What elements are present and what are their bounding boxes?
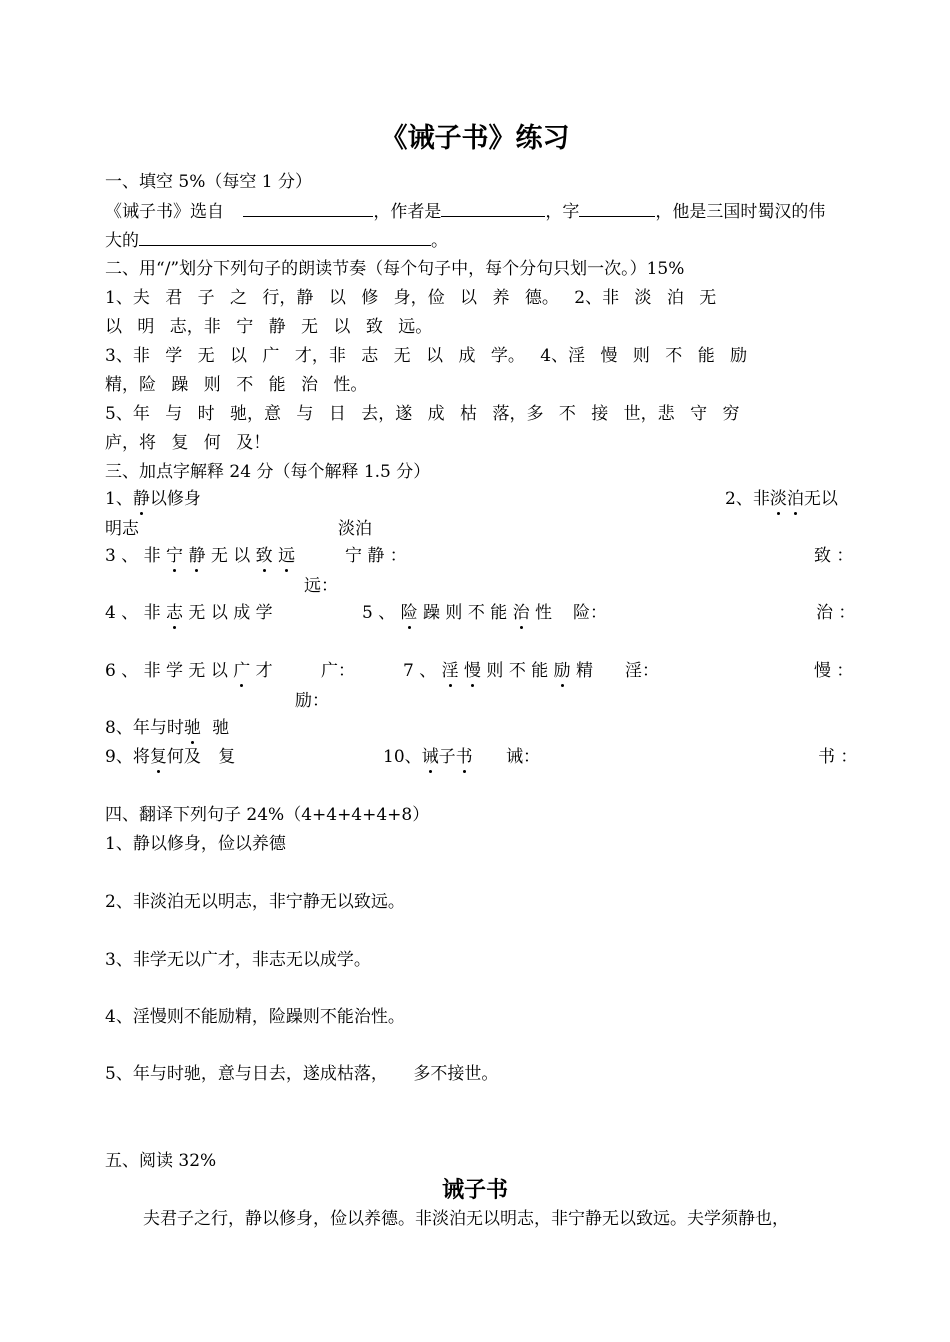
text: 《诫子书》选自 [105,202,224,222]
rhythm-line-1: 1、夫 君 子 之 行，静 以 修 身，俭 以 养 德。 2、非 淡 泊 无 [105,288,717,308]
dotted-char: 书 [455,747,473,767]
q-number: 10、 [383,747,422,767]
q-text: 性 [529,603,553,623]
q-text: 无 以 成 学 [183,603,273,623]
dotted-char: 远 [278,546,296,566]
q-number: 6 、 非 学 无 以 [105,661,234,681]
dotted-char: 淫 [441,661,459,681]
fill-blank-line-2 [105,229,448,252]
rhythm-line-5: 5、年 与 时 驰，意 与 日 去，遂 成 枯 落，多 不 接 世，悲 守 穷 [105,404,740,424]
q-text: 无 以 [205,546,256,566]
dotted-char: 复 [149,747,167,767]
rhythm-line-4: 精，险 躁 则 不 能 治 性。 [105,375,368,395]
q-text: 才 [250,661,273,681]
q5-answer-label-1: 险： [573,603,607,623]
q-number: 3 、 非 [105,546,167,566]
q-number: 1、 [105,489,133,509]
reading-title: 诫子书 [441,1177,508,1203]
text: ，作者是 [373,202,442,222]
q2-answer-label: 淡泊 [338,519,372,539]
dotted-char: 志 [166,603,184,623]
dotted-char: 致 [255,546,273,566]
text: ，字 [545,202,580,222]
q-text: 以修身 [149,489,201,509]
q-text: 9、将 [105,747,150,767]
reading-paragraph: 夫君子之行，静以修身，俭以养德。非淡泊无以明志，非宁静无以致远。夫学须静也， [143,1209,789,1229]
q10-answer-label-1: 诫： [506,747,540,767]
q3-answer-label-1: 宁 静 ： [345,546,407,566]
section-2-heading: 二、用“/”划分下列句子的朗读节奏（每个句子中，每个分句只划一次。）15% [105,259,685,279]
q-text: 躁 则 不 能 [417,603,513,623]
q8 [105,717,229,739]
fill-blank-line-1 [105,200,825,223]
section-5-heading: 五、阅读 32% [105,1151,217,1171]
dotted-char: 宁 [166,546,184,566]
section-4-heading: 四、翻译下列句子 24%（4+4+4+4+8） [105,805,430,825]
translate-item-1: 1、静以修身，俭以养德 [105,834,286,854]
q10-answer-label-2: 书 ： [818,747,858,767]
q-text: 子 [438,747,456,767]
dotted-char: 泊 [786,489,804,509]
rhythm-line-6: 庐，将 复 何 及！ [105,433,271,453]
q3-answer-label-3: 远： [304,576,338,596]
q6 [105,660,273,682]
q-number: 2、非 [725,489,770,509]
q6-answer-label: 广： [321,661,355,681]
q9 [105,746,235,768]
q7-answer-label-1: 淫： [625,661,659,681]
q7 [403,660,593,682]
dotted-char: 险 [400,603,418,623]
text: 大的 [105,231,139,251]
rhythm-line-2: 以 明 志，非 宁 静 无 以 致 远。 [105,317,433,337]
section-3-heading: 三、加点字解释 24 分（每个解释 1.5 分） [105,462,431,482]
q7-answer-label-2: 慢 ： [814,661,854,681]
q-text: 则 不 能 [481,661,554,681]
translate-item-3: 3、非学无以广才，非志无以成学。 [105,950,371,970]
section-1-heading: 一、填空 5%（每空 1 分） [105,172,312,192]
blank-source[interactable] [243,200,373,217]
rhythm-line-3: 3、非 学 无 以 广 才，非 志 无 以 成 学。 4、淫 慢 则 不 能 励 [105,346,748,366]
dotted-char: 广 [233,661,251,681]
translate-item-2: 2、非淡泊无以明志，非宁静无以致远。 [105,892,405,912]
dotted-char: 治 [512,603,530,623]
q7-answer-label-3: 励： [295,691,329,711]
dotted-char: 诫 [421,747,439,767]
q-text: 无以 [803,489,838,509]
dotted-char: 静 [188,546,206,566]
q-text: 8、年与时 [105,718,184,738]
blank-author[interactable] [441,200,545,217]
q9-answer-label: 复 [218,747,236,767]
q1 [105,488,201,510]
q-text: 精 [570,661,594,681]
q4 [105,602,273,624]
q-number: 7 、 [403,661,442,681]
q2 [725,488,838,510]
dotted-char: 慢 [464,661,482,681]
page-title: 《诫子书》练习 [380,123,570,154]
q-text: 何及 [166,747,201,767]
dotted-char: 静 [132,489,150,509]
translate-item-5: 5、年与时驰，意与日去，遂成枯落， 多不接世。 [105,1064,499,1084]
q-number: 4 、 非 [105,603,167,623]
text: ，他是三国时蜀汉的伟 [655,202,826,222]
q5 [362,602,552,624]
dotted-char: 励 [553,661,571,681]
q5-answer-label-2: 治 ： [816,603,856,623]
blank-title[interactable] [139,229,431,246]
blank-courtesy-name[interactable] [579,200,655,217]
dotted-char: 驰 [183,718,201,738]
q10 [383,746,473,768]
q3-answer-label-2: 致 ： [814,546,854,566]
q-number: 5 、 [362,603,401,623]
q3 [105,545,295,567]
q2-continued: 明志 [105,519,139,539]
q8-answer-label: 驰 [212,718,230,738]
text: 。 [431,231,448,251]
translate-item-4: 4、淫慢则不能励精，险躁则不能治性。 [105,1007,405,1027]
dotted-char: 淡 [769,489,787,509]
